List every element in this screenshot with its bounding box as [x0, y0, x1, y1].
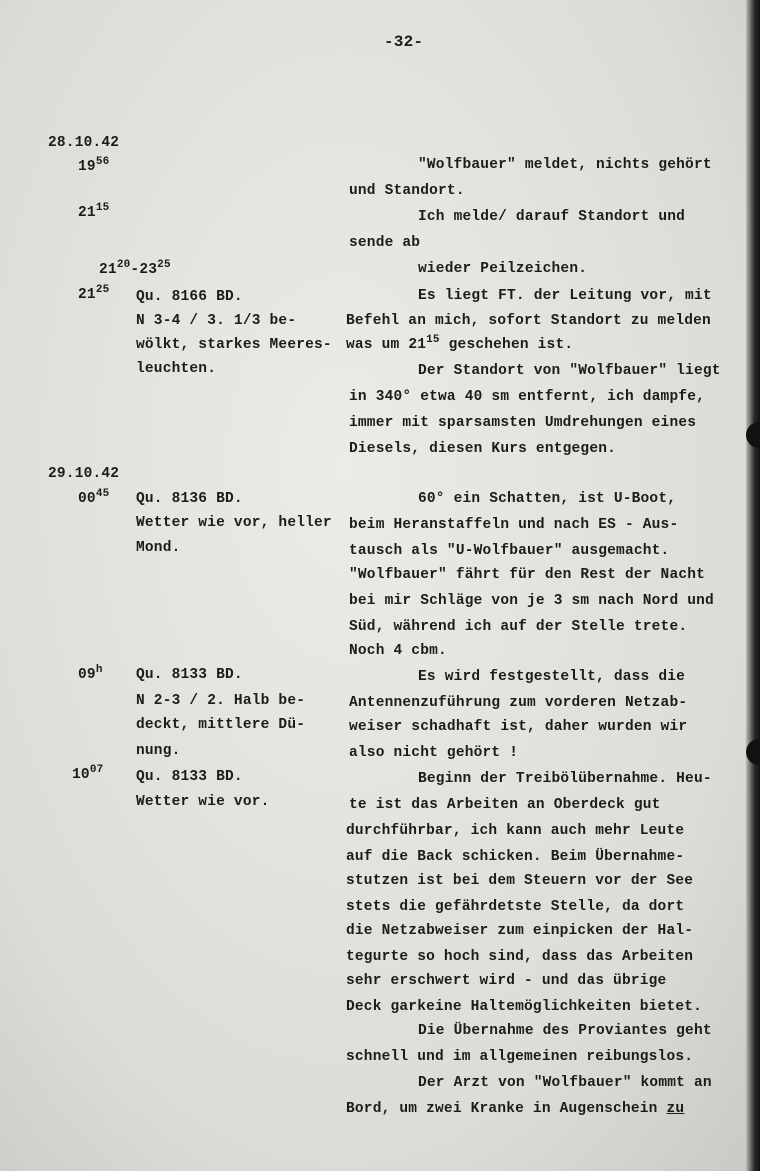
- body-line: "Wolfbauer" meldet, nichts gehört: [418, 157, 712, 173]
- body-line: wieder Peilzeichen.: [418, 261, 588, 277]
- body-line: Es wird festgestellt, dass die: [418, 669, 686, 685]
- body-line: Deck garkeine Haltemöglichkeiten bietet.: [346, 999, 703, 1015]
- body-line: Der Standort von "Wolfbauer" liegt: [418, 363, 721, 379]
- margin-note: N 3-4 / 3. 1/3 be-: [136, 313, 297, 329]
- time-7: $10^{07}$: [72, 764, 104, 783]
- margin-note: Qu. 8133 BD.: [136, 769, 243, 785]
- margin-note: Mond.: [136, 540, 181, 556]
- body-line: 60° ein Schatten, ist U-Boot,: [418, 491, 677, 507]
- margin-note: Qu. 8166 BD.: [136, 289, 243, 305]
- body-line: sehr erschwert wird - und das übrige: [346, 973, 667, 989]
- body-line: Der Arzt von "Wolfbauer" kommt an: [418, 1075, 712, 1091]
- body-line: beim Heranstaffeln und nach ES - Aus-: [349, 517, 679, 533]
- body-line: tausch als "U-Wolfbauer" ausgemacht.: [349, 543, 670, 559]
- body-line: Antennenzuführung zum vorderen Netzab-: [349, 695, 688, 711]
- time-4: $21^{25}$: [78, 284, 110, 303]
- date-1: 28.10.42: [48, 135, 120, 151]
- body-line: Ich melde/ darauf Standort und: [418, 209, 686, 225]
- margin-note: leuchten.: [136, 361, 217, 377]
- body-line: Noch 4 cbm.: [349, 643, 447, 659]
- body-line: in 340° etwa 40 sm entfernt, ich dampfe,: [349, 389, 706, 405]
- body-line: weiser schadhaft ist, daher wurden wir: [349, 719, 688, 735]
- body-line: Befehl an mich, sofort Standort zu melden: [346, 313, 711, 329]
- margin-note: Qu. 8136 BD.: [136, 491, 243, 507]
- time-2: $21^{15}$: [78, 202, 110, 221]
- body-line: sende ab: [349, 235, 421, 251]
- body-line: Diesels, diesen Kurs entgegen.: [349, 441, 617, 457]
- page-number: -32-: [384, 33, 424, 51]
- margin-note: Wetter wie vor.: [136, 794, 270, 810]
- margin-note: nung.: [136, 743, 181, 759]
- body-line: also nicht gehört !: [349, 745, 519, 761]
- margin-note: N 2-3 / 2. Halb be-: [136, 693, 306, 709]
- body-line: stets die gefährdetste Stelle, da dort: [346, 899, 685, 915]
- time-1: $19^{56}$: [78, 156, 110, 175]
- time-5: $00^{45}$: [78, 488, 110, 507]
- body-line: Die Übernahme des Proviantes geht: [418, 1023, 712, 1039]
- body-line: tegurte so hoch sind, dass das Arbeiten: [346, 949, 694, 965]
- body-line: was um $21^{15}$ geschehen ist.: [346, 334, 574, 353]
- body-line: Süd, während ich auf der Stelle trete.: [349, 619, 688, 635]
- body-line: durchführbar, ich kann auch mehr Leute: [346, 823, 685, 839]
- margin-note: Wetter wie vor, heller: [136, 515, 332, 531]
- body-line: auf die Back schicken. Beim Übernahme-: [346, 849, 685, 865]
- page-edge-shadow: [746, 0, 760, 1171]
- margin-note: deckt, mittlere Dü-: [136, 717, 306, 733]
- time-3: $21^{20}-23^{25}$: [99, 259, 171, 278]
- body-line: immer mit sparsamsten Umdrehungen eines: [349, 415, 697, 431]
- body-line: Es liegt FT. der Leitung vor, mit: [418, 288, 712, 304]
- body-line: te ist das Arbeiten an Oberdeck gut: [349, 797, 661, 813]
- body-line: Beginn der Treibölübernahme. Heu-: [418, 771, 712, 787]
- time-6: 09$^h$: [78, 664, 103, 683]
- margin-note: Qu. 8133 BD.: [136, 667, 243, 683]
- date-2: 29.10.42: [48, 466, 120, 482]
- body-line: bei mir Schläge von je 3 sm nach Nord und: [349, 593, 714, 609]
- body-line: schnell und im allgemeinen reibungslos.: [346, 1049, 694, 1065]
- margin-note: wölkt, starkes Meeres-: [136, 337, 332, 353]
- body-line: die Netzabweiser zum einpicken der Hal-: [346, 923, 694, 939]
- body-line: Bord, um zwei Kranke in Augenschein zu: [346, 1101, 685, 1117]
- body-line: "Wolfbauer" fährt für den Rest der Nacht: [349, 567, 706, 583]
- body-line: stutzen ist bei dem Steuern vor der See: [346, 873, 694, 889]
- body-line: und Standort.: [349, 183, 465, 199]
